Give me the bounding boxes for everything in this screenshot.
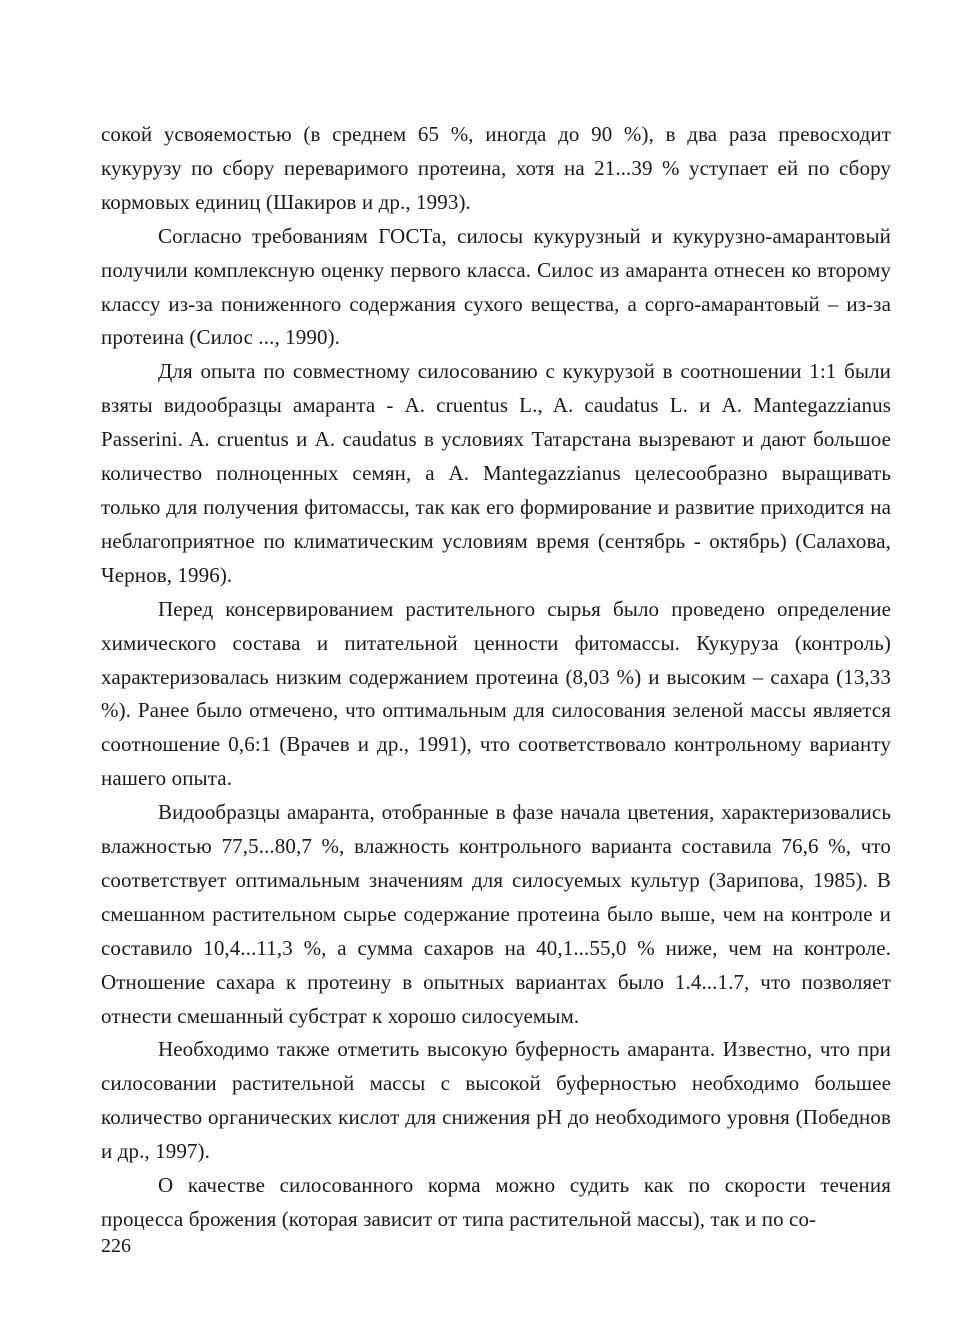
paragraph-7: О качестве силосованного корма можно судить как по скорости течения процесса брожения (которая зависит от типа растительной массы), так и по со-	[101, 1173, 891, 1231]
body-text	[101, 118, 891, 1237]
paragraph-3: Для опыта по совместному силосованию с кукурузой в соотношении 1:1 были взяты видообразцы амаранта - A. cruentus L., A. caudatus L. и A. Mantegazzianus Passerini. A. cruentus и A. caudatus в условиях Татарстана вызревают и дают большое количество полноценных семян, а A. Mantegazzianus целесообразно выращивать только для получения фитомассы, так как его формирование и развитие приходится на неблагоприятное по климатическим условиям время (сентябрь - октябрь) (Салахова, Чернов, 1996).	[101, 359, 891, 587]
paragraph-4: Перед консервированием растительного сырья было проведено определение химического состава и питательной ценности фитомассы. Кукуруза (контроль) характеризовалась низким содержанием протеина (8,03 %) и высоким – сахара (13,33 %). Ранее было отмечено, что оптимальным для силосования зеленой массы является соотношение 0,6:1 (Врачев и др., 1991), что соответствовало контрольному варианту нашего опыта.	[101, 596, 891, 791]
paragraph-6: Необходимо также отметить высокую буферность амаранта. Известно, что при силосовании растительной массы с высокой буферностью необходимо большее количество органических кислот для снижения pH до необходимого уровня (Победнов и др., 1997).	[101, 1037, 891, 1164]
paragraph-2: Согласно требованиям ГОСТа, силосы кукурузный и кукурузно-амарантовый получили комплексную оценку первого класса. Силос из амаранта отнесен ко второму классу из-за пониженного содержания сухого вещества, а сорго-амарантовый – из-за протеина (Силос ..., 1990).	[101, 223, 891, 350]
paragraph-5: Видообразцы амаранта, отобранные в фазе начала цветения, характеризовались влажностью 77,5...80,7 %, влажность контрольного варианта составила 76,6 %, что соответствует оптимальным значениям для силосуемых культур (Зарипова, 1985). В смешанном растительном сырье содержание протеина было выше, чем на контроле и составило 10,4...11,3 %, а сумма сахаров на 40,1...55,0 % ниже, чем на контроле. Отношение сахара к протеину в опытных вариантах было 1.4...1.7, что позволяет отнести смешанный субстрат к хорошо силосуемым.	[101, 800, 891, 1028]
page-number: 226	[101, 1235, 131, 1257]
paragraph-1: сокой усвояемостью (в среднем 65 %, иногда до 90 %), в два раза превосходит кукурузу по сбору переваримого протеина, хотя на 21...39 % уступает ей по сбору кормовых единиц (Шакиров и др., 1993).	[101, 122, 891, 214]
